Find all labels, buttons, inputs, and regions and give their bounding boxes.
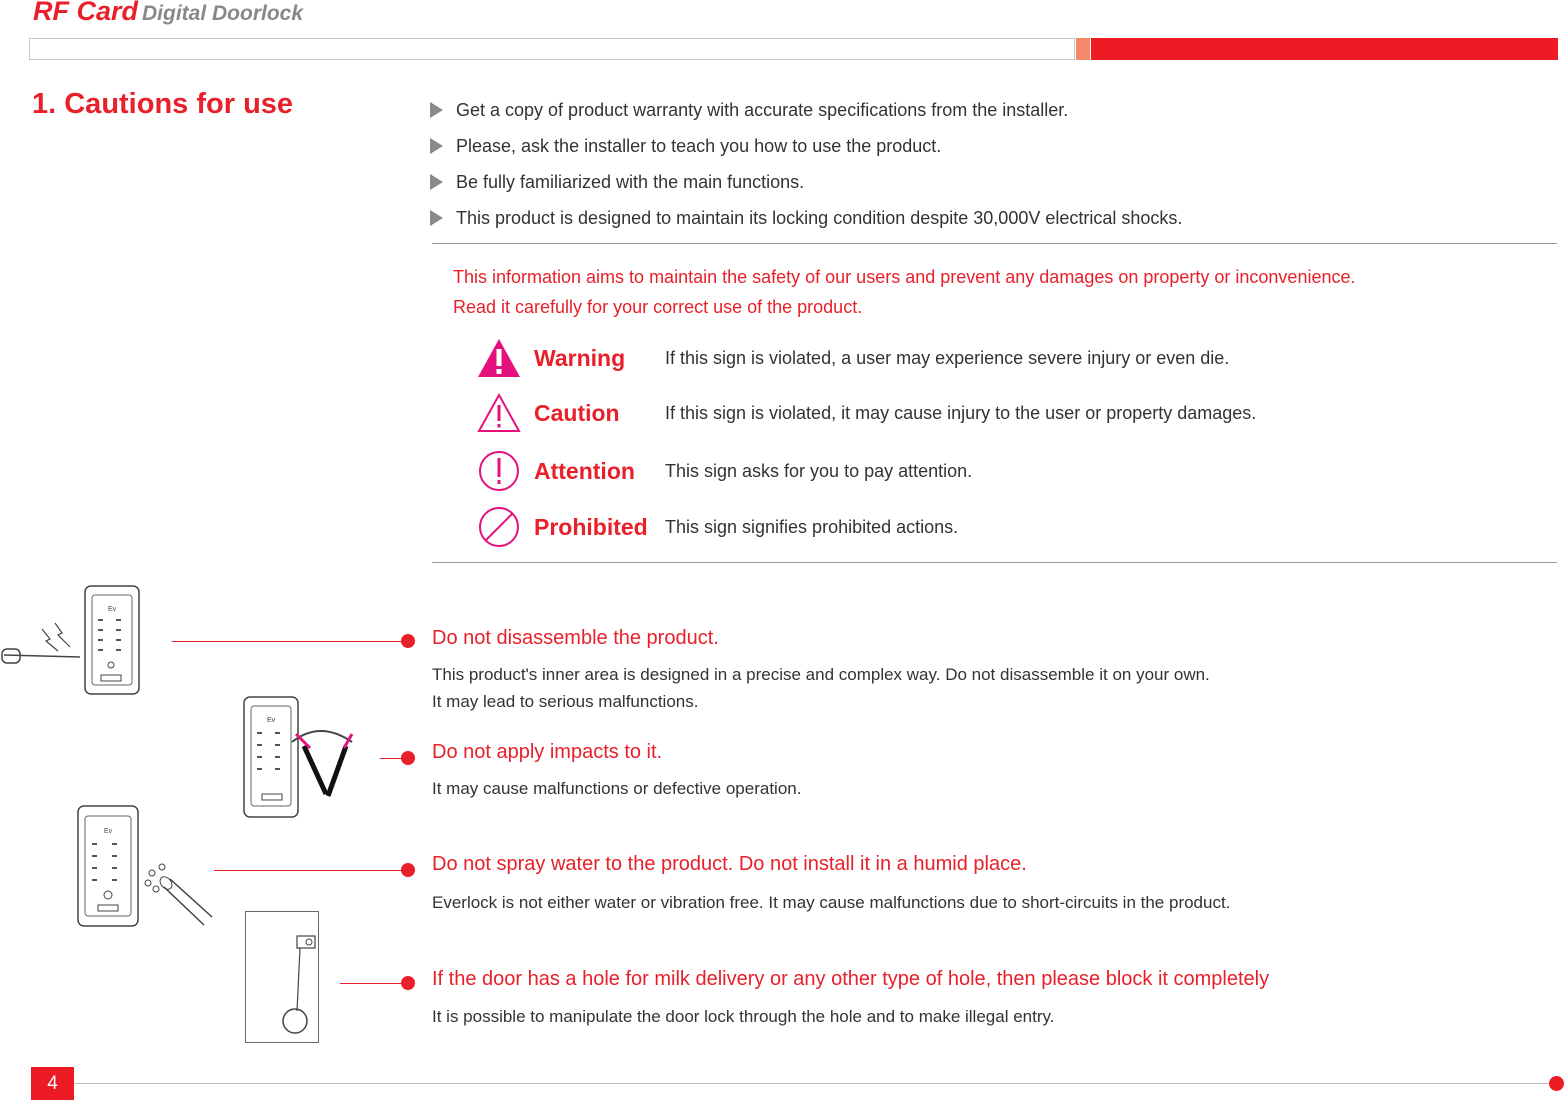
- triangle-bullet-icon: [430, 102, 443, 118]
- intro-line-1: This information aims to maintain the safety of our users and prevent any damages on property or inconvenience.: [453, 267, 1356, 287]
- warning-icon: [474, 334, 524, 382]
- caution-title: Do not apply impacts to it.: [432, 741, 663, 763]
- symbol-row-attention: [474, 447, 1554, 495]
- header-bar: [29, 38, 1075, 60]
- symbol-label: Prohibited: [534, 513, 648, 540]
- caution-desc: [432, 889, 1230, 916]
- caution-desc: [432, 1003, 1054, 1030]
- brand-title: RF Card: [33, 0, 139, 26]
- illustration-impact: [240, 690, 375, 825]
- symbol-row-warning: [474, 334, 1554, 382]
- caution-title: Do not disassemble the product.: [432, 627, 719, 649]
- list-item-text: This product is designed to maintain its locking condition despite 30,000V electrical shocks.: [456, 207, 1183, 228]
- connector-dot: [401, 976, 415, 990]
- caution-desc-line: This product's inner area is designed in a precise and complex way. Do not disassemble it on your own.: [432, 665, 1210, 684]
- list-item: [430, 164, 1182, 200]
- illustration-door-hole: [245, 911, 319, 1048]
- symbol-label: Attention: [534, 457, 635, 484]
- svg-text:Ev: Ev: [267, 717, 276, 724]
- footer-dot: [1549, 1076, 1564, 1091]
- symbol-label: Warning: [534, 344, 626, 371]
- symbol-label: Caution: [534, 399, 620, 426]
- svg-text:Ev: Ev: [108, 606, 117, 613]
- symbol-desc: If this sign is violated, a user may experience severe injury or even die.: [665, 347, 1230, 368]
- intro-line-2: Read it carefully for your correct use of the product.: [453, 297, 863, 317]
- divider-bottom: [432, 562, 1557, 563]
- divider-top: [432, 243, 1557, 244]
- caution-desc-line: It is possible to manipulate the door lock through the hole and to make illegal entry.: [432, 1007, 1055, 1026]
- caution-icon: [474, 389, 524, 437]
- caution-title: Do not spray water to the product. Do not install it in a humid place.: [432, 853, 1027, 875]
- caution-desc-line: It may lead to serious malfunctions.: [432, 692, 699, 711]
- symbol-desc: This sign asks for you to pay attention.: [665, 460, 973, 481]
- brand-subtitle: Digital Doorlock: [142, 2, 304, 25]
- page-number: 4: [31, 1067, 74, 1100]
- symbol-row-caution: [474, 389, 1554, 437]
- header-brand: [33, 0, 303, 27]
- triangle-bullet-icon: [430, 174, 443, 190]
- instruction-list: [430, 92, 1182, 236]
- prohibited-icon: [474, 503, 524, 551]
- attention-icon: [474, 447, 524, 495]
- connector-dot: [401, 863, 415, 877]
- header-bar-accent-red: [1091, 38, 1558, 60]
- list-item-text: Get a copy of product warranty with accurate specifications from the installer.: [456, 99, 1069, 120]
- list-item-text: Please, ask the installer to teach you how to use the product.: [456, 135, 942, 156]
- symbol-row-prohibited: [474, 503, 1554, 551]
- section-title: 1. Cautions for use: [32, 88, 294, 120]
- connector-line: [214, 870, 404, 871]
- connector-dot: [401, 634, 415, 648]
- list-item: [430, 128, 1182, 164]
- illustration-disassemble: [0, 585, 145, 705]
- symbol-desc: If this sign is violated, it may cause injury to the user or property damages.: [665, 402, 1257, 423]
- caution-title: If the door has a hole for milk delivery or any other type of hole, then please block it completely: [432, 968, 1270, 990]
- list-item-text: Be fully familiarized with the main functions.: [456, 171, 805, 192]
- footer-rule: [74, 1083, 1549, 1084]
- caution-desc-line: Everlock is not either water or vibration free. It may cause malfunctions due to short-circuits in the product.: [432, 893, 1231, 912]
- safety-intro: [453, 262, 1356, 322]
- caution-desc: [432, 775, 801, 802]
- caution-desc: [432, 661, 1210, 715]
- svg-text:Ev: Ev: [104, 828, 113, 835]
- illustration-water: [70, 805, 215, 935]
- caution-desc-line: It may cause malfunctions or defective operation.: [432, 779, 802, 798]
- connector-line: [340, 983, 404, 984]
- header-bar-accent-orange: [1076, 38, 1090, 60]
- triangle-bullet-icon: [430, 210, 443, 226]
- list-item: [430, 92, 1182, 128]
- list-item: [430, 200, 1182, 236]
- triangle-bullet-icon: [430, 138, 443, 154]
- connector-line: [172, 641, 404, 642]
- symbol-desc: This sign signifies prohibited actions.: [665, 516, 959, 537]
- connector-dot: [401, 751, 415, 765]
